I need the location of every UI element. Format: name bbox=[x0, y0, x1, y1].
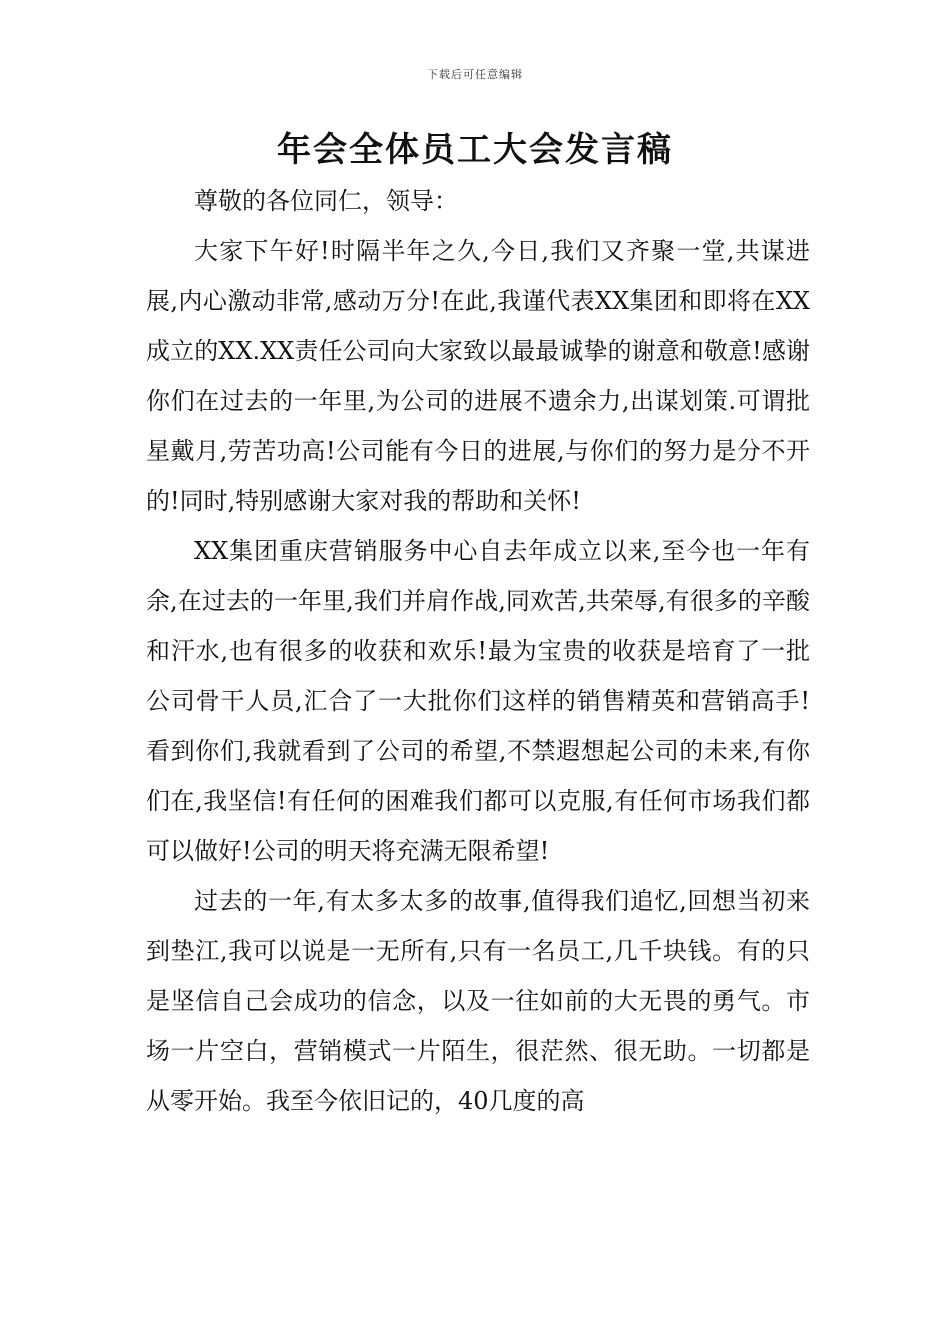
paragraph-1: 大家下午好!时隔半年之久,今日,我们又齐聚一堂,共谋进展,内心激动非常,感动万分!在此,我谨代表XX集团和即将在XX成立的XX.XX责任公司向大家致以最最诚挚的谢意和敬意!感谢你们在过去的一年里,为公司的进展不遗余力,出谋划策.可谓批星戴月,劳苦功高!公司能有今日的进展,与你们的努力是分不开的!同时,特别感谢大家对我的帮助和关怀! bbox=[146, 237, 810, 515]
document-title: 年会全体员工大会发言稿 bbox=[277, 130, 673, 170]
document-body bbox=[146, 176, 810, 1126]
header-note: 下载后可任意编辑 bbox=[427, 68, 523, 81]
salutation: 尊敬的各位同仁，领导： bbox=[194, 187, 458, 215]
paragraph-3: 过去的一年,有太多太多的故事,值得我们追忆,回想当初来到垫江,我可以说是一无所有,只有一名员工,几千块钱。有的只是坚信自己会成功的信念，以及一往如前的大无畏的勇气。市场一片空白，营销模式一片陌生，很茫然、很无助。一切都是从零开始。我至今依旧记的，40几度的高 bbox=[146, 887, 810, 1115]
paragraph-2: XX集团重庆营销服务中心自去年成立以来,至今也一年有余,在过去的一年里,我们并肩作战,同欢苦,共荣辱,有很多的辛酸和汗水,也有很多的收获和欢乐!最为宝贵的收获是培育了一批公司骨干人员,汇合了一大批你们这样的销售精英和营销高手!看到你们,我就看到了公司的希望,不禁遐想起公司的未来,有你们在,我坚信!有任何的困难我们都可以克服,有任何市场我们都可以做好!公司的明天将充满无限希望! bbox=[146, 537, 810, 865]
